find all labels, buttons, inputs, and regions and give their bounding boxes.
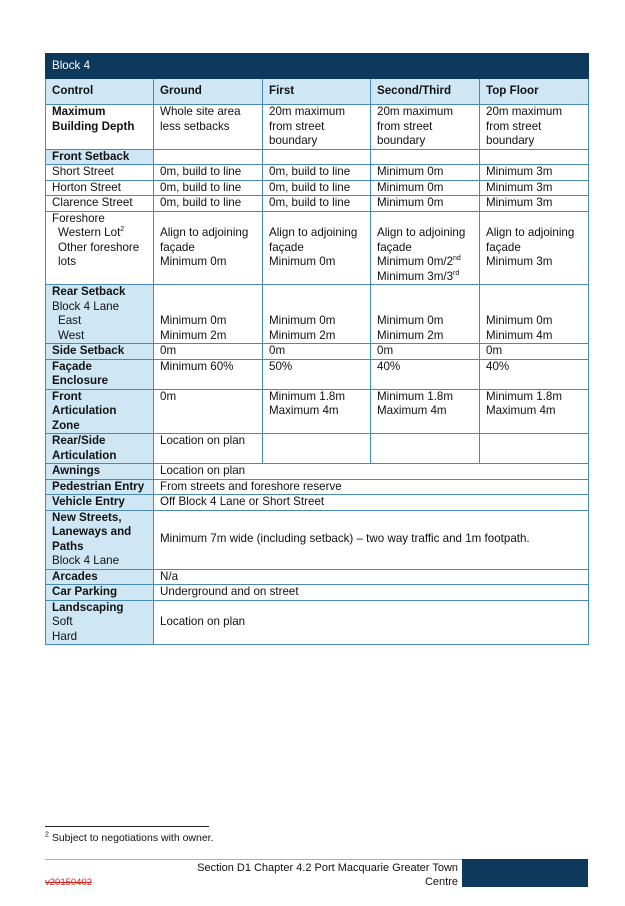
table-row (46, 196, 589, 212)
cell: Minimum 1.8m Maximum 4m (263, 389, 371, 434)
cell: Align to adjoining façade Minimum 3m (480, 211, 589, 285)
cell: 20m maximum from street boundary (371, 105, 480, 150)
cell: Minimum 0m (371, 196, 480, 212)
cell: Whole site area less setbacks (154, 105, 263, 150)
label-street: Clarence Street (46, 196, 154, 212)
cell: Location on plan (154, 464, 589, 480)
label-vehicle-entry: Vehicle Entry (46, 495, 154, 511)
label-pedestrian-entry: Pedestrian Entry (46, 479, 154, 495)
cell: 0m, build to line (154, 165, 263, 181)
header-control: Control (46, 79, 154, 105)
block-4-controls-table (45, 53, 589, 645)
cell: Minimum 1.8m Maximum 4m (480, 389, 589, 434)
table-row (46, 510, 589, 569)
header-ground: Ground (154, 79, 263, 105)
cell: N/a (154, 569, 589, 585)
cell: 0m, build to line (154, 196, 263, 212)
western-lot-label: Western Lot$^2$ (58, 226, 125, 239)
cell: Location on plan (154, 434, 263, 464)
cell: 20m maximum from street boundary (480, 105, 589, 150)
cell: From streets and foreshore reserve (154, 479, 589, 495)
table-row (46, 569, 589, 585)
table-row (46, 359, 589, 389)
cell: 40% (371, 359, 480, 389)
cell: Minimum 0m Minimum 2m (154, 285, 263, 344)
cell: 0m, build to line (263, 180, 371, 196)
label-arcades: Arcades (46, 569, 154, 585)
table-row (46, 389, 589, 434)
table-row (46, 495, 589, 511)
cell: 0m, build to line (263, 196, 371, 212)
label-side-setback: Side Setback (46, 344, 154, 360)
table-row (46, 165, 589, 181)
cell: Minimum 0m Minimum 2m (371, 285, 480, 344)
label-rear-setback: Rear Setback Block 4 Lane East West (46, 285, 154, 344)
table-row (46, 600, 589, 645)
footer-section-title: Section D1 Chapter 4.2 Port Macquarie Greater Town Centre (197, 862, 458, 888)
label-landscaping: Landscaping Soft Hard (46, 600, 154, 645)
version-stamp: v20150402 (45, 877, 93, 888)
label-new-streets: New Streets, Laneways and Paths Block 4 Lane (46, 510, 154, 569)
foreshore-label: Foreshore (52, 211, 105, 225)
label-front-articulation: Front Articulation Zone (46, 389, 154, 434)
table-row (46, 434, 589, 464)
cell: Location on plan (154, 600, 589, 645)
label-awnings: Awnings (46, 464, 154, 480)
label-car-parking: Car Parking (46, 585, 154, 601)
cell: 0m, build to line (154, 180, 263, 196)
cell: 0m (154, 344, 263, 360)
cell: Minimum 0m Minimum 4m (480, 285, 589, 344)
label-rear-side-articulation: Rear/Side Articulation (46, 434, 154, 464)
label-street: Horton Street (46, 180, 154, 196)
header-second-third: Second/Third (371, 79, 480, 105)
cell: 0m (480, 344, 589, 360)
cell: Minimum 1.8m Maximum 4m (371, 389, 480, 434)
cell: 40% (480, 359, 589, 389)
cell: Align to adjoining façade Minimum 0m (263, 211, 371, 285)
cell: 0m, build to line (263, 165, 371, 181)
footnote-marker: 2 (45, 831, 49, 839)
cell: Align to adjoining façade Minimum 0m/2nd Minimum 3m/3rd (371, 211, 480, 285)
table-row (46, 180, 589, 196)
table-title: Block 4 (46, 54, 589, 79)
cell: 50% (263, 359, 371, 389)
table-row (46, 105, 589, 150)
cell: Minimum 0m (371, 180, 480, 196)
cell: Minimum 0m (371, 165, 480, 181)
label-foreshore (46, 211, 154, 285)
column-header-row (46, 79, 589, 105)
cell: Minimum 3m (480, 196, 589, 212)
footnote-text: Subject to negotiations with owner. (48, 832, 214, 844)
table-row (46, 149, 589, 165)
cell: Minimum 3m (480, 180, 589, 196)
cell: 0m (263, 344, 371, 360)
footer-color-bar (462, 859, 588, 887)
cell: 20m maximum from street boundary (263, 105, 371, 150)
header-top-floor: Top Floor (480, 79, 589, 105)
table-row (46, 585, 589, 601)
other-foreshore-label: Other foreshore lots (58, 240, 140, 268)
cell: 0m (154, 389, 263, 434)
cell: Off Block 4 Lane or Short Street (154, 495, 589, 511)
cell: 0m (371, 344, 480, 360)
cell: Minimum 3m (480, 165, 589, 181)
table-title-row (46, 54, 589, 79)
cell: Minimum 60% (154, 359, 263, 389)
label-street: Short Street (46, 165, 154, 181)
table-row (46, 285, 589, 344)
label-front-setback: Front Setback (46, 149, 154, 165)
footnote-ref: 2 (120, 226, 125, 234)
footnote-rule (45, 826, 209, 827)
label-facade-enclosure: Façade Enclosure (46, 359, 154, 389)
cell: Minimum 0m Minimum 2m (263, 285, 371, 344)
table-row (46, 464, 589, 480)
cell: Underground and on street (154, 585, 589, 601)
footnote (45, 832, 214, 844)
table-row (46, 479, 589, 495)
table-row (46, 344, 589, 360)
cell: Align to adjoining façade Minimum 0m (154, 211, 263, 285)
header-first: First (263, 79, 371, 105)
cell: Minimum 7m wide (including setback) – two way traffic and 1m footpath. (154, 510, 589, 569)
table-row (46, 211, 589, 285)
label-max-depth: Maximum Building Depth (46, 105, 154, 150)
